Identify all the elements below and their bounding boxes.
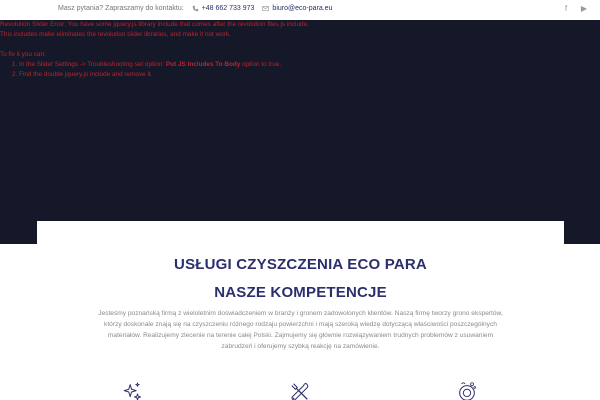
youtube-icon[interactable]: ▶: [580, 4, 588, 13]
revolution-slider-error: [0, 20, 600, 80]
error-line-2: This includes make eliminates the revolution slider libraries, and make it not work.: [0, 31, 231, 38]
top-contact-bar: [0, 0, 600, 20]
email-contact[interactable]: [262, 5, 332, 12]
competences-heading: NASZE KOMPETENCJE: [214, 284, 387, 301]
facebook-icon[interactable]: f: [564, 4, 568, 13]
error-line-1: Revolution Slider Error: You have some jquery.js library include that comes after the revolution files js include.: [0, 21, 309, 28]
services-heading: USŁUGI CZYSZCZENIA ECO PARA: [174, 256, 427, 273]
phone-icon: [192, 5, 199, 12]
error-fix-option: Put JS Includes To Body: [165, 61, 241, 68]
tools-icon: [289, 381, 311, 400]
cleaning-icon: [456, 381, 478, 400]
social-links: [562, 4, 588, 13]
error-fix-intro: To fix it you can:: [0, 51, 46, 58]
contact-info: [58, 5, 340, 12]
error-fix-step-1: 1. In the Slider Settings -> Troubleshooting set option: Put JS Includes To Body option to true.: [19, 60, 600, 70]
sparkles-icon: [121, 381, 143, 400]
error-fix-steps: [7, 60, 600, 80]
hero-slider-area: [0, 20, 600, 244]
mail-icon: [262, 5, 269, 12]
contact-question: Masz pytania? Zapraszamy do kontaktu:: [58, 5, 184, 12]
intro-paragraph: Jesteśmy poznańską firmą z wieloletnim doświadczeniem w branży i gronem zadowolonych klientów. Naszą firmę tworzy grono ekspertów, którzy doskonale znają się na czyszczeniu różnego rodzaju powierzchni i mają szeroką wiedzę dotyczącą właściwości poszczególnych materiałów. Realizujemy zlecenie na terenie całej Polski. Zajmujemy się głównie rozwiązywaniem trudnych problemów z usuwaniem zabrudzeń i oferujemy szybką reakcję na zamówienie.: [98, 310, 503, 350]
services-card: [37, 221, 564, 400]
phone-link[interactable]: +48 662 733 973: [201, 5, 255, 12]
email-link[interactable]: biuro@eco-para.eu: [272, 5, 333, 12]
error-fix-step-2: 2. Find the double jquery.js include and remove it.: [19, 70, 600, 80]
phone-contact[interactable]: [192, 5, 255, 12]
